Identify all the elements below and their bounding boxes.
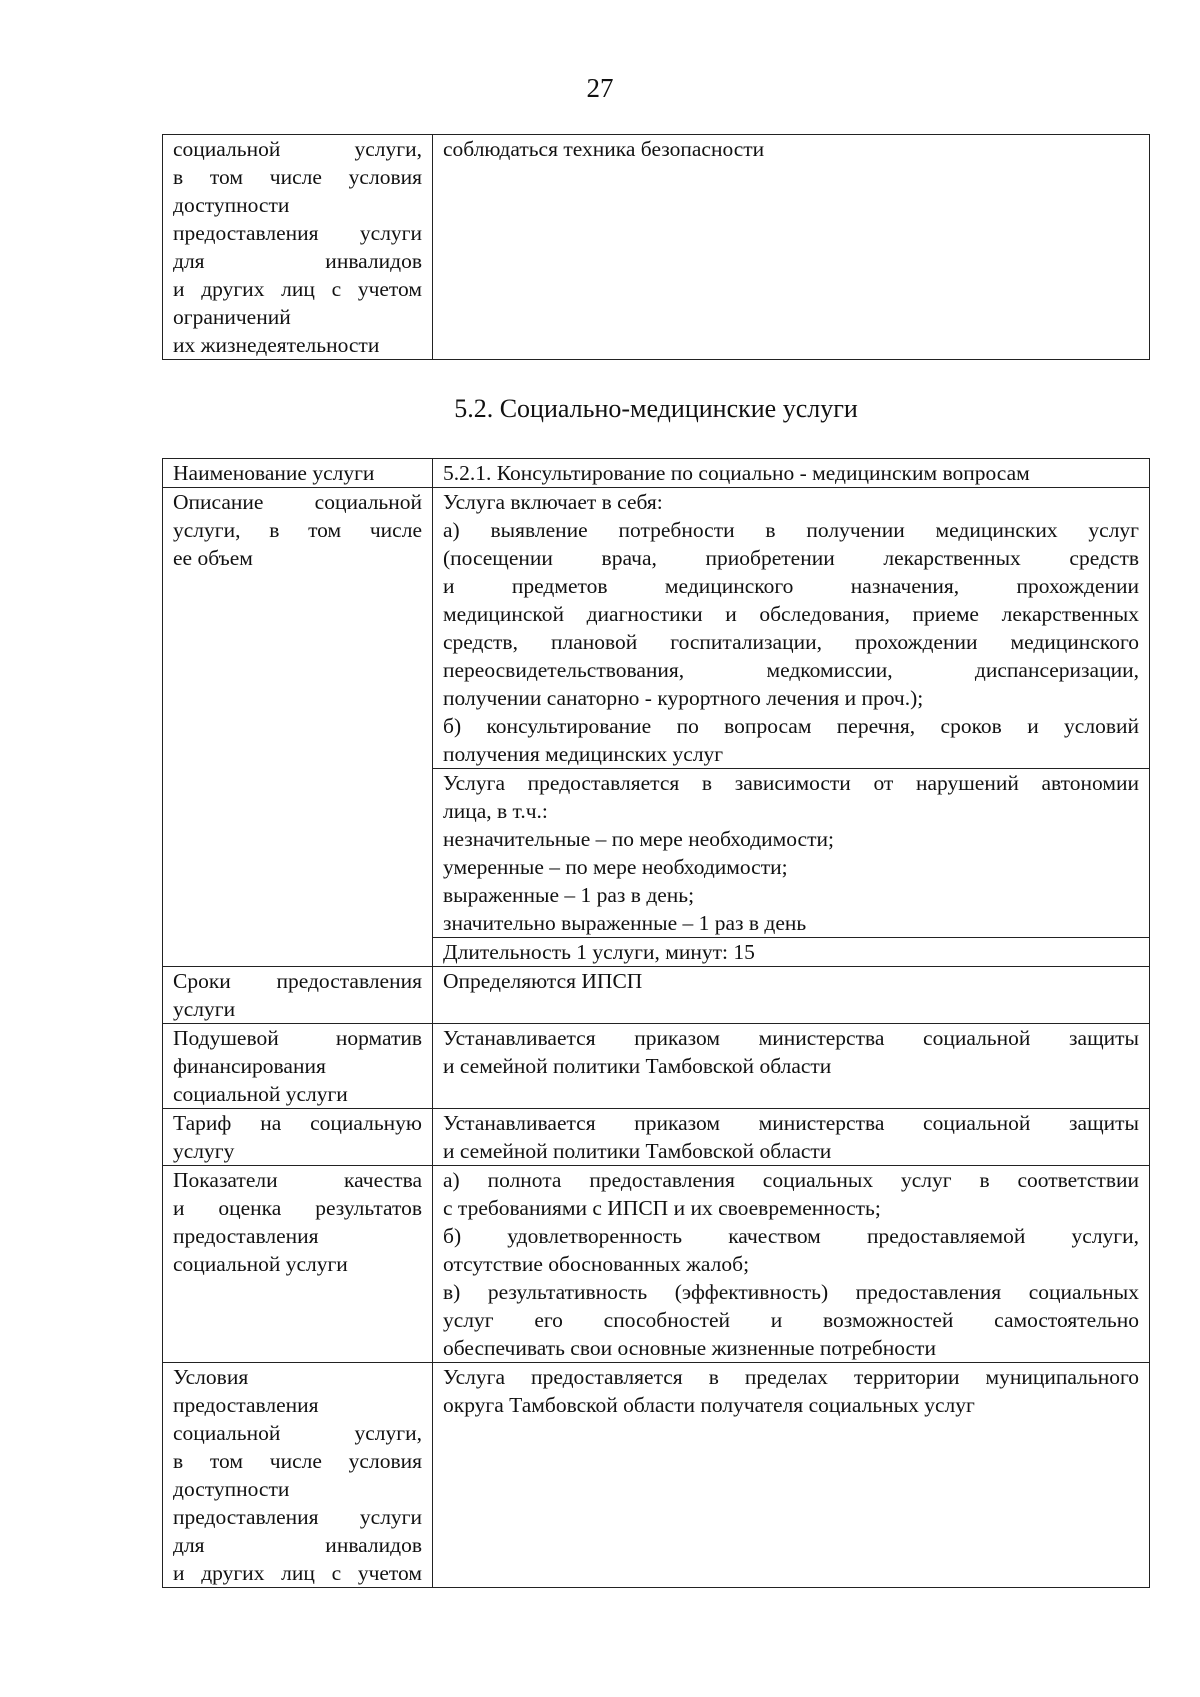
row-content bbox=[433, 459, 1150, 488]
row-content bbox=[433, 1166, 1150, 1363]
content-line: Услуга предоставляется в зависимости от нарушений автономии bbox=[443, 771, 1139, 795]
content-line: Услуга предоставляется в пределах территории муниципального bbox=[443, 1365, 1139, 1389]
content-line: (посещении врача, приобретении лекарственных средств bbox=[443, 546, 1139, 570]
row-content bbox=[433, 1024, 1150, 1109]
label-line: Условия bbox=[173, 1365, 249, 1389]
label-line: доступности bbox=[173, 1477, 290, 1501]
row-content bbox=[433, 1363, 1150, 1588]
content-line: Длительность 1 услуги, минут: 15 bbox=[443, 940, 755, 964]
table-row bbox=[163, 1363, 1150, 1588]
label-line: для инвалидов bbox=[173, 249, 422, 273]
service-name: 5.2.1. Консультирование по социально - медицинским вопросам bbox=[443, 461, 1030, 485]
content-line: медицинской диагностики и обследования, приеме лекарственных bbox=[443, 602, 1139, 626]
label-line: для инвалидов bbox=[173, 1533, 422, 1557]
row-content bbox=[433, 967, 1150, 1024]
table-row bbox=[163, 1109, 1150, 1166]
label-line: социальной услуги bbox=[173, 1082, 348, 1106]
row-label bbox=[163, 1109, 433, 1166]
label-line: Подушевой норматив bbox=[173, 1026, 422, 1050]
content-line: незначительные – по мере необходимости; bbox=[443, 827, 834, 851]
row-content bbox=[433, 1109, 1150, 1166]
label-line: ее объем bbox=[173, 546, 253, 570]
content-line: а) полнота предоставления социальных услуг в соответствии bbox=[443, 1168, 1139, 1192]
row-label bbox=[163, 967, 433, 1024]
service-table bbox=[162, 458, 1150, 1588]
label-line: их жизнедеятельности bbox=[173, 333, 380, 357]
label-line: услугу bbox=[173, 1139, 235, 1163]
label-line: в том числе условия bbox=[173, 165, 422, 189]
row-content bbox=[433, 135, 1150, 360]
content-line: лица, в т.ч.: bbox=[443, 799, 548, 823]
row-label bbox=[163, 1024, 433, 1109]
content-line: и предметов медицинского назначения, прохождении bbox=[443, 574, 1139, 598]
label-line: предоставления услуги bbox=[173, 221, 422, 245]
label-line: Наименование услуги bbox=[173, 461, 375, 485]
content-line: и семейной политики Тамбовской области bbox=[443, 1139, 832, 1163]
content-line: в) результативность (эффективность) предоставления социальных bbox=[443, 1280, 1139, 1304]
content-line: значительно выраженные – 1 раз в день bbox=[443, 911, 807, 935]
content-line: отсутствие обоснованных жалоб; bbox=[443, 1252, 750, 1276]
label-line: услуги bbox=[173, 997, 236, 1021]
row-label bbox=[163, 1363, 433, 1588]
label-line: Сроки предоставления bbox=[173, 969, 422, 993]
label-line: Описание социальной bbox=[173, 490, 422, 514]
section-heading: 5.2. Социально-медицинские услуги bbox=[454, 394, 858, 423]
continuation-table bbox=[162, 134, 1150, 360]
duration-block bbox=[433, 938, 1150, 967]
table-row bbox=[163, 1024, 1150, 1109]
content-line: и семейной политики Тамбовской области bbox=[443, 1054, 832, 1078]
label-line: Тариф на социальную bbox=[173, 1111, 422, 1135]
label-line: предоставления bbox=[173, 1224, 319, 1248]
label-line: предоставления bbox=[173, 1393, 319, 1417]
label-line: предоставления услуги bbox=[173, 1505, 422, 1529]
content-line: округа Тамбовской области получателя социальных услуг bbox=[443, 1393, 975, 1417]
label-line: социальной услуги, bbox=[173, 137, 422, 161]
content-line: услуг его способностей и возможностей самостоятельно bbox=[443, 1308, 1139, 1332]
content-text: соблюдаться техника безопасности bbox=[443, 137, 765, 161]
content-line: умеренные – по мере необходимости; bbox=[443, 855, 788, 879]
label-line: Показатели качества bbox=[173, 1168, 422, 1192]
content-line: а) выявление потребности в получении медицинских услуг bbox=[443, 518, 1139, 542]
content-line: получения медицинских услуг bbox=[443, 742, 724, 766]
table-row bbox=[163, 135, 1150, 360]
content-line: Устанавливается приказом министерства социальной защиты bbox=[443, 1111, 1139, 1135]
content-line: б) консультирование по вопросам перечня, сроков и условий bbox=[443, 714, 1139, 738]
content-line: с требованиями с ИПСП и их своевременность; bbox=[443, 1196, 881, 1220]
row-content bbox=[433, 488, 1150, 769]
label-line: услуги, в том числе bbox=[173, 518, 422, 542]
content-line: Услуга включает в себя: bbox=[443, 490, 663, 514]
row-label bbox=[163, 488, 433, 967]
content-line: выраженные – 1 раз в день; bbox=[443, 883, 695, 907]
content-line: Устанавливается приказом министерства социальной защиты bbox=[443, 1026, 1139, 1050]
frequency-block bbox=[433, 769, 1150, 938]
table-row bbox=[163, 1166, 1150, 1363]
label-line: и оценка результатов bbox=[173, 1196, 422, 1220]
label-line: социальной услуги, bbox=[173, 1421, 422, 1445]
label-line: в том числе условия bbox=[173, 1449, 422, 1473]
content-line: средств, плановой госпитализации, прохождении медицинского bbox=[443, 630, 1139, 654]
table-row bbox=[163, 459, 1150, 488]
page-number: 27 bbox=[586, 73, 614, 103]
label-line: доступности bbox=[173, 193, 290, 217]
label-line: и других лиц с учетом bbox=[173, 1561, 422, 1585]
content-line: б) удовлетворенность качеством предоставляемой услуги, bbox=[443, 1224, 1139, 1248]
label-line: финансирования bbox=[173, 1054, 326, 1078]
row-label bbox=[163, 459, 433, 488]
content-line: переосвидетельствования, медкомиссии, диспансеризации, bbox=[443, 658, 1139, 682]
content-line: обеспечивать свои основные жизненные потребности bbox=[443, 1336, 936, 1360]
label-line: социальной услуги bbox=[173, 1252, 348, 1276]
content-line: получении санаторно - курортного лечения и проч.); bbox=[443, 686, 924, 710]
table-row bbox=[163, 488, 1150, 769]
table-row bbox=[163, 967, 1150, 1024]
row-label bbox=[163, 1166, 433, 1363]
row-label bbox=[163, 135, 433, 360]
content-line: Определяются ИПСП bbox=[443, 969, 643, 993]
label-line: и других лиц с учетом bbox=[173, 277, 422, 301]
label-line: ограничений bbox=[173, 305, 291, 329]
